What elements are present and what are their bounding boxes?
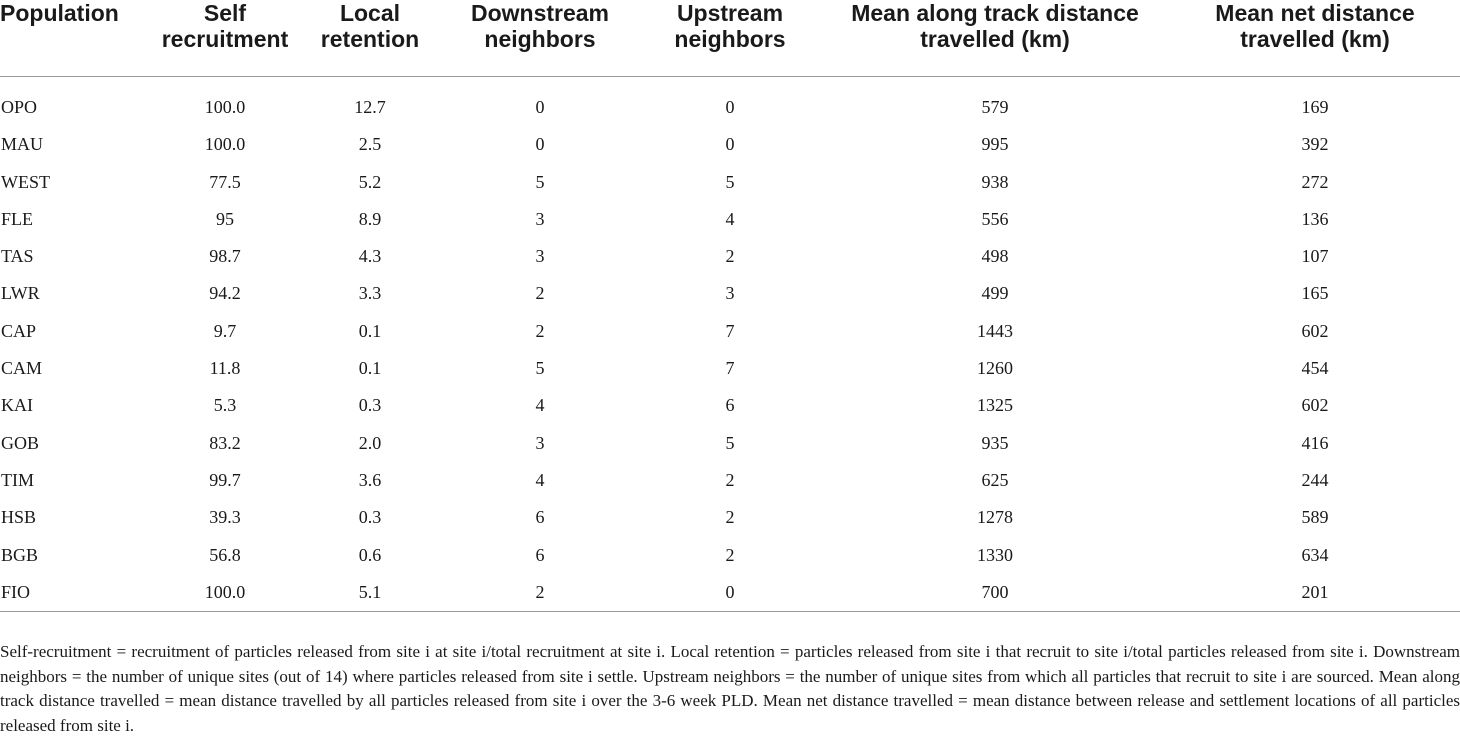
cell-local-retention: 4.3	[358, 246, 382, 267]
header-mean-along-track-distance: Mean along track distance travelled (km)	[820, 0, 1170, 77]
cell-upstream-neighbors: 5	[725, 171, 735, 192]
cell-population: TAS	[1, 246, 34, 267]
cell-population: WEST	[1, 171, 50, 192]
cell-mean-net-distance: 392	[1301, 134, 1329, 155]
cell-upstream-neighbors: 7	[725, 358, 735, 379]
cell-upstream-neighbors: 3	[725, 283, 735, 304]
cell-self-recruitment: 11.8	[209, 358, 241, 379]
cell-mean-net-distance: 136	[1301, 208, 1329, 229]
cell-upstream-neighbors: 0	[725, 97, 735, 117]
cell-population: TIM	[1, 469, 34, 490]
cell-upstream-neighbors: 2	[725, 544, 735, 565]
cell-mean-along-track-distance: 1325	[977, 395, 1013, 416]
cell-mean-net-distance: 107	[1301, 246, 1329, 267]
cell-self-recruitment: 5.3	[213, 395, 237, 416]
cell-self-recruitment: 95	[216, 208, 234, 229]
table-row	[0, 313, 1460, 350]
cell-downstream-neighbors: 6	[535, 507, 545, 528]
cell-local-retention: 3.3	[358, 283, 382, 304]
table-row	[0, 574, 1460, 612]
cell-mean-net-distance: 602	[1301, 395, 1329, 416]
cell-downstream-neighbors: 4	[535, 395, 545, 416]
cell-mean-net-distance: 634	[1301, 544, 1329, 565]
header-row	[0, 0, 1460, 77]
cell-mean-along-track-distance: 579	[981, 97, 1009, 117]
table-row	[0, 537, 1460, 574]
cell-population: FLE	[1, 208, 34, 229]
cell-upstream-neighbors: 2	[725, 246, 735, 267]
cell-upstream-neighbors: 2	[725, 469, 735, 490]
table-row	[0, 89, 1460, 126]
cell-mean-along-track-distance: 498	[981, 246, 1009, 267]
cell-mean-along-track-distance: 700	[820, 574, 1170, 612]
table-row	[0, 350, 1460, 387]
cell-self-recruitment: 83.2	[209, 432, 241, 453]
cell-mean-net-distance: 244	[1301, 469, 1329, 490]
table-footnote: Self-recruitment = recruitment of particles released from site i at site i/total recruitment at site i. Local retention = particles released from site i that recruit to site i/total particles released from site i. Downstream neighbors = the number of unique sites (out of 14) where particles released from site i settle. Upstream neighbors = the number of unique sites from which all particles that recruit to site i are sourced. Mean along track distance travelled = mean distance travelled by all particles released from site i over the 3-6 week PLD. Mean net distance travelled = mean distance between release and settlement locations of all particles released from site i.	[0, 642, 1460, 735]
table-header	[0, 0, 1460, 77]
cell-downstream-neighbors: 0	[535, 97, 545, 117]
cell-mean-along-track-distance: 1330	[977, 544, 1013, 565]
cell-mean-net-distance: 416	[1301, 432, 1329, 453]
cell-population: CAM	[1, 358, 43, 379]
cell-upstream-neighbors: 7	[725, 320, 735, 341]
cell-population: LWR	[1, 283, 40, 304]
cell-downstream-neighbors: 2	[535, 283, 545, 304]
cell-mean-along-track-distance: 499	[981, 283, 1009, 304]
cell-population: OPO	[1, 97, 38, 117]
header-self-recruitment: Self recruitment	[150, 0, 300, 77]
header-downstream-neighbors: Downstream neighbors	[440, 0, 640, 77]
cell-local-retention: 3.6	[358, 469, 382, 490]
cell-local-retention: 5.1	[300, 574, 440, 612]
cell-local-retention: 8.9	[358, 208, 382, 229]
cell-downstream-neighbors: 0	[535, 134, 545, 155]
cell-local-retention: 0.6	[358, 544, 382, 565]
cell-upstream-neighbors: 5	[725, 432, 735, 453]
table-row	[0, 387, 1460, 424]
cell-local-retention: 0.3	[358, 395, 382, 416]
cell-upstream-neighbors: 6	[725, 395, 735, 416]
cell-self-recruitment: 9.7	[213, 320, 237, 341]
cell-mean-net-distance: 454	[1301, 358, 1329, 379]
cell-self-recruitment: 98.7	[209, 246, 241, 267]
cell-local-retention: 2.5	[358, 134, 382, 155]
cell-downstream-neighbors: 5	[535, 171, 545, 192]
table-row	[0, 425, 1460, 462]
table-row	[0, 275, 1460, 312]
cell-downstream-neighbors: 2	[440, 574, 640, 612]
cell-upstream-neighbors: 0	[725, 134, 735, 155]
cell-mean-net-distance: 589	[1301, 507, 1329, 528]
table-row	[0, 238, 1460, 275]
cell-local-retention: 0.1	[358, 358, 382, 379]
cell-mean-along-track-distance: 1278	[977, 507, 1013, 528]
cell-downstream-neighbors: 3	[535, 246, 545, 267]
cell-population: MAU	[1, 134, 44, 155]
cell-population: FIO	[0, 574, 150, 612]
cell-mean-along-track-distance: 995	[981, 134, 1009, 155]
table-row	[0, 201, 1460, 238]
cell-mean-along-track-distance: 1260	[977, 358, 1013, 379]
cell-population: GOB	[1, 432, 40, 453]
cell-downstream-neighbors: 6	[535, 544, 545, 565]
cell-downstream-neighbors: 5	[535, 358, 545, 379]
cell-self-recruitment: 99.7	[209, 469, 241, 490]
cell-mean-net-distance: 165	[1301, 283, 1329, 304]
cell-upstream-neighbors: 4	[725, 208, 735, 229]
cell-population: HSB	[1, 507, 37, 528]
table-row	[0, 499, 1460, 536]
cell-population: BGB	[1, 544, 39, 565]
header-spacer	[0, 77, 1460, 90]
cell-mean-along-track-distance: 938	[981, 171, 1009, 192]
cell-mean-net-distance: 602	[1301, 320, 1329, 341]
table-body	[0, 77, 1460, 612]
cell-downstream-neighbors: 4	[535, 469, 545, 490]
cell-local-retention: 12.7	[354, 97, 386, 117]
header-local-retention: Local retention	[300, 0, 440, 77]
cell-population: KAI	[1, 395, 33, 416]
cell-mean-net-distance: 272	[1301, 171, 1329, 192]
cell-local-retention: 2.0	[358, 432, 382, 453]
cell-mean-net-distance: 201	[1170, 574, 1460, 612]
cell-downstream-neighbors: 3	[535, 208, 545, 229]
table-row	[0, 164, 1460, 201]
cell-population: CAP	[1, 320, 37, 341]
cell-self-recruitment: 100.0	[204, 97, 246, 117]
cell-self-recruitment: 56.8	[209, 544, 241, 565]
cell-mean-along-track-distance: 1443	[977, 320, 1013, 341]
cell-self-recruitment: 94.2	[209, 283, 241, 304]
cell-self-recruitment: 77.5	[209, 171, 241, 192]
cell-downstream-neighbors: 3	[535, 432, 545, 453]
cell-self-recruitment: 100.0	[150, 574, 300, 612]
cell-local-retention: 5.2	[358, 171, 382, 192]
cell-local-retention: 0.1	[358, 320, 382, 341]
table-row	[0, 462, 1460, 499]
cell-mean-net-distance: 169	[1301, 97, 1329, 117]
header-upstream-neighbors: Upstream neighbors	[640, 0, 820, 77]
cell-local-retention: 0.3	[358, 507, 382, 528]
cell-mean-along-track-distance: 625	[981, 469, 1009, 490]
cell-self-recruitment: 100.0	[204, 134, 246, 155]
cell-self-recruitment: 39.3	[209, 507, 241, 528]
table-row	[0, 126, 1460, 163]
cell-mean-along-track-distance: 935	[981, 432, 1009, 453]
cell-downstream-neighbors: 2	[535, 320, 545, 341]
cell-upstream-neighbors: 2	[725, 507, 735, 528]
header-mean-net-distance: Mean net distance travelled (km)	[1170, 0, 1460, 77]
cell-upstream-neighbors: 0	[640, 574, 820, 612]
header-population: Population	[0, 0, 150, 77]
cell-mean-along-track-distance: 556	[981, 208, 1009, 229]
